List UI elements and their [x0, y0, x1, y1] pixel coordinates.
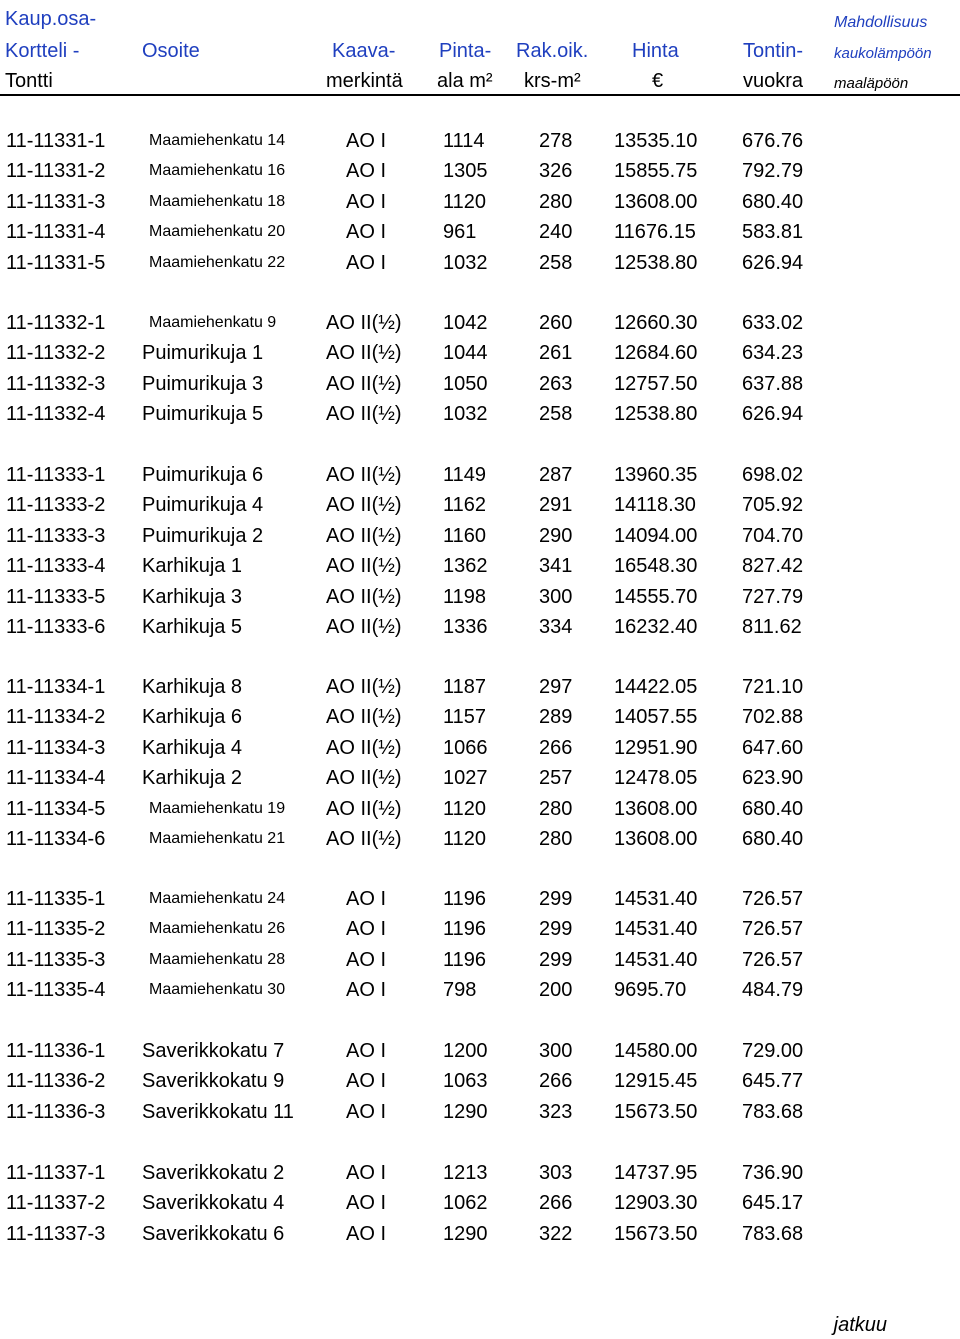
cell-building-right: 326 [539, 160, 573, 183]
cell-address: Puimurikuja 6 [142, 464, 264, 486]
table-row [0, 975, 960, 1005]
cell-plot-id: 11-11333-3 [6, 524, 106, 547]
cell-rent: 736.90 [742, 1162, 804, 1184]
table-row [0, 1066, 960, 1096]
header-merkinta: merkintä [326, 70, 403, 92]
cell-rent: 484.79 [742, 979, 804, 1002]
cell-rent: 783.68 [742, 1100, 804, 1123]
cell-address: Saverikkokatu 6 [142, 1222, 285, 1245]
cell-zoning: AO I [346, 221, 387, 244]
header-mahdollisuus: Mahdollisuus [834, 14, 928, 31]
cell-plot-id: 11-11335-2 [6, 918, 106, 941]
cell-address: Karhikuja 5 [142, 615, 243, 638]
cell-building-right: 297 [539, 676, 573, 698]
cell-building-right: 200 [539, 979, 573, 1002]
cell-rent: 811.62 [742, 615, 802, 638]
cell-address: Maamiehenkatu 14 [149, 132, 286, 149]
cell-plot-id: 11-11333-6 [6, 615, 106, 638]
cell-zoning: AO II(½) [326, 372, 402, 395]
cell-rent: 827.42 [742, 555, 804, 578]
cell-plot-id: 11-11332-3 [6, 372, 106, 395]
cell-plot-id: 11-11333-2 [6, 494, 106, 517]
cell-zoning: AO II(½) [326, 555, 402, 578]
cell-rent: 680.40 [742, 797, 804, 820]
cell-address: Saverikkokatu 9 [142, 1070, 285, 1093]
cell-rent: 726.57 [742, 888, 804, 910]
header-maalampo: maaläpöön [834, 75, 909, 92]
cell-rent: 726.57 [742, 918, 804, 941]
cell-building-right: 261 [539, 342, 573, 365]
cell-building-right: 278 [539, 130, 573, 152]
cell-rent: 626.94 [742, 403, 804, 426]
cell-price: 13960.35 [614, 464, 698, 486]
cell-plot-id: 11-11333-5 [6, 585, 106, 608]
cell-area: 1290 [443, 1100, 488, 1123]
cell-area: 1196 [443, 918, 487, 941]
cell-plot-id: 11-11331-3 [6, 190, 106, 213]
cell-area: 1027 [443, 767, 488, 790]
cell-plot-id: 11-11336-3 [6, 1100, 106, 1123]
table-row [0, 1219, 960, 1249]
cell-zoning: AO II(½) [326, 585, 402, 608]
cell-plot-id: 11-11337-3 [6, 1222, 106, 1245]
cell-price: 14422.05 [614, 676, 698, 698]
cell-area: 1114 [443, 130, 485, 152]
cell-price: 15673.50 [614, 1222, 698, 1245]
cell-price: 14737.95 [614, 1162, 698, 1184]
cell-address: Maamiehenkatu 30 [149, 981, 286, 999]
cell-building-right: 322 [539, 1222, 573, 1245]
cell-building-right: 258 [539, 251, 573, 274]
cell-building-right: 323 [539, 1100, 573, 1123]
cell-area: 1062 [443, 1192, 488, 1215]
cell-address: Karhikuja 3 [142, 585, 243, 608]
cell-price: 14531.40 [614, 948, 698, 971]
cell-area: 1196 [443, 888, 487, 910]
cell-price: 14531.40 [614, 918, 698, 941]
cell-zoning: AO I [346, 1100, 387, 1123]
cell-price: 13608.00 [614, 827, 698, 850]
cell-address: Maamiehenkatu 19 [149, 799, 286, 817]
cell-building-right: 287 [539, 464, 573, 486]
cell-plot-id: 11-11334-1 [6, 676, 106, 698]
cell-zoning: AO II(½) [326, 312, 402, 334]
cell-plot-id: 11-11332-2 [6, 342, 106, 365]
cell-area: 1032 [443, 251, 488, 274]
table-row [0, 733, 960, 763]
cell-plot-id: 11-11337-2 [6, 1192, 106, 1215]
cell-area: 1336 [443, 615, 488, 638]
cell-area: 798 [443, 979, 477, 1002]
header-kaava: Kaava- [332, 40, 396, 62]
cell-address: Saverikkokatu 7 [142, 1040, 285, 1062]
header-tontti: Tontti [5, 70, 53, 92]
cell-zoning: AO I [346, 1222, 387, 1245]
cell-price: 12538.80 [614, 251, 698, 274]
cell-zoning: AO II(½) [326, 464, 402, 486]
cell-rent: 634.23 [742, 342, 804, 365]
cell-building-right: 266 [539, 1192, 573, 1215]
cell-area: 1196 [443, 948, 487, 971]
header-vuokra: vuokra [743, 70, 804, 92]
table-row [0, 1097, 960, 1127]
cell-area: 1160 [443, 524, 487, 547]
cell-zoning: AO II(½) [326, 494, 402, 517]
cell-building-right: 240 [539, 221, 573, 244]
cell-address: Maamiehenkatu 28 [149, 950, 286, 968]
cell-plot-id: 11-11331-4 [6, 221, 106, 244]
table-row [0, 248, 960, 278]
cell-building-right: 334 [539, 615, 573, 638]
cell-rent: 729.00 [742, 1040, 804, 1062]
cell-zoning: AO II(½) [326, 827, 402, 850]
table-row [0, 217, 960, 247]
table-row [0, 884, 960, 914]
cell-building-right: 299 [539, 888, 573, 910]
cell-plot-id: 11-11337-1 [6, 1162, 106, 1184]
cell-zoning: AO I [346, 251, 387, 274]
cell-address: Karhikuja 1 [142, 555, 243, 578]
cell-address: Puimurikuja 1 [142, 342, 264, 365]
cell-plot-id: 11-11333-1 [6, 464, 106, 486]
cell-area: 1305 [443, 160, 488, 183]
cell-building-right: 257 [539, 767, 573, 790]
cell-price: 16548.30 [614, 555, 698, 578]
cell-area: 1213 [443, 1162, 488, 1184]
table-row [0, 824, 960, 854]
table-row [0, 763, 960, 793]
cell-plot-id: 11-11336-2 [6, 1070, 106, 1093]
cell-rent: 680.40 [742, 827, 804, 850]
header-divider [0, 94, 960, 96]
cell-zoning: AO II(½) [326, 797, 402, 820]
cell-address: Puimurikuja 2 [142, 524, 264, 547]
cell-address: Puimurikuja 5 [142, 403, 264, 426]
cell-zoning: AO I [346, 1162, 387, 1184]
cell-address: Saverikkokatu 4 [142, 1192, 285, 1215]
cell-area: 1032 [443, 403, 488, 426]
cell-rent: 783.68 [742, 1222, 804, 1245]
cell-zoning: AO I [346, 1192, 387, 1215]
cell-building-right: 263 [539, 372, 573, 395]
table-row [0, 338, 960, 368]
cell-rent: 626.94 [742, 251, 804, 274]
cell-address: Maamiehenkatu 9 [149, 314, 277, 331]
cell-area: 961 [443, 221, 477, 244]
cell-price: 11676.15 [614, 221, 696, 244]
cell-address: Karhikuja 8 [142, 676, 243, 698]
table-row [0, 1158, 960, 1188]
cell-plot-id: 11-11334-5 [6, 797, 106, 820]
cell-zoning: AO I [346, 130, 387, 152]
cell-zoning: AO I [346, 948, 387, 971]
cell-area: 1200 [443, 1040, 488, 1062]
cell-building-right: 258 [539, 403, 573, 426]
cell-address: Puimurikuja 3 [142, 372, 264, 395]
cell-rent: 645.17 [742, 1192, 804, 1215]
cell-price: 12951.90 [614, 736, 698, 759]
cell-price: 14531.40 [614, 888, 698, 910]
cell-rent: 645.77 [742, 1070, 804, 1093]
block-group [0, 308, 960, 430]
block-group [0, 884, 960, 1006]
cell-address: Maamiehenkatu 21 [149, 829, 286, 847]
table-row [0, 612, 960, 642]
cell-address: Maamiehenkatu 22 [149, 253, 286, 271]
cell-building-right: 341 [539, 555, 573, 578]
cell-price: 12915.45 [614, 1070, 698, 1093]
cell-building-right: 280 [539, 827, 573, 850]
cell-price: 12538.80 [614, 403, 698, 426]
cell-area: 1120 [443, 827, 487, 850]
cell-plot-id: 11-11336-1 [6, 1040, 106, 1062]
cell-price: 14094.00 [614, 524, 698, 547]
cell-zoning: AO II(½) [326, 767, 402, 790]
cell-plot-id: 11-11334-6 [6, 827, 106, 850]
table-row [0, 187, 960, 217]
cell-zoning: AO II(½) [326, 736, 402, 759]
cell-price: 14555.70 [614, 585, 698, 608]
header-euro: € [652, 70, 664, 92]
cell-area: 1290 [443, 1222, 488, 1245]
cell-zoning: AO II(½) [326, 676, 402, 698]
cell-address: Maamiehenkatu 24 [149, 890, 286, 907]
table-row [0, 582, 960, 612]
cell-rent: 705.92 [742, 494, 804, 517]
cell-plot-id: 11-11332-1 [6, 312, 106, 334]
cell-zoning: AO II(½) [326, 524, 402, 547]
cell-plot-id: 11-11331-1 [6, 130, 106, 152]
table-row [0, 126, 960, 156]
table-row [0, 308, 960, 338]
cell-area: 1063 [443, 1070, 488, 1093]
cell-address: Karhikuja 6 [142, 706, 243, 729]
table-row [0, 1188, 960, 1218]
block-group [0, 672, 960, 854]
cell-area: 1149 [443, 464, 487, 486]
cell-address: Puimurikuja 4 [142, 494, 264, 517]
cell-zoning: AO II(½) [326, 615, 402, 638]
cell-area: 1044 [443, 342, 488, 365]
cell-price: 15673.50 [614, 1100, 698, 1123]
cell-zoning: AO I [346, 979, 387, 1002]
table-row [0, 369, 960, 399]
cell-rent: 727.79 [742, 585, 804, 608]
header-kaupunginosa: Kaup.osa- [5, 8, 97, 30]
header-tontin: Tontin- [743, 40, 804, 62]
cell-address: Saverikkokatu 11 [142, 1100, 294, 1123]
cell-address: Maamiehenkatu 16 [149, 162, 286, 180]
cell-building-right: 299 [539, 918, 573, 941]
table-row [0, 794, 960, 824]
cell-price: 14057.55 [614, 706, 698, 729]
cell-rent: 676.76 [742, 130, 804, 152]
cell-area: 1198 [443, 585, 487, 608]
cell-price: 12660.30 [614, 312, 698, 334]
header-kaukolampo: kaukolämpöön [834, 45, 932, 62]
cell-zoning: AO I [346, 1040, 387, 1062]
cell-rent: 704.70 [742, 524, 804, 547]
table-header [0, 0, 960, 96]
cell-area: 1362 [443, 555, 488, 578]
cell-building-right: 266 [539, 736, 573, 759]
cell-building-right: 291 [539, 494, 573, 517]
cell-plot-id: 11-11334-3 [6, 736, 106, 759]
cell-building-right: 266 [539, 1070, 573, 1093]
block-group [0, 460, 960, 642]
cell-rent: 680.40 [742, 190, 804, 213]
table-row [0, 945, 960, 975]
cell-price: 12903.30 [614, 1192, 698, 1215]
block-group [0, 126, 960, 278]
cell-area: 1066 [443, 736, 488, 759]
cell-building-right: 299 [539, 948, 573, 971]
cell-building-right: 300 [539, 1040, 573, 1062]
cell-address: Karhikuja 4 [142, 736, 243, 759]
cell-rent: 583.81 [742, 221, 804, 244]
cell-plot-id: 11-11331-2 [6, 160, 106, 183]
cell-address: Saverikkokatu 2 [142, 1162, 285, 1184]
cell-rent: 647.60 [742, 736, 804, 759]
cell-area: 1050 [443, 372, 488, 395]
cell-price: 16232.40 [614, 615, 698, 638]
cell-address: Karhikuja 2 [142, 767, 243, 790]
block-group [0, 1036, 960, 1127]
cell-rent: 721.10 [742, 676, 804, 698]
header-kortteli: Kortteli - [5, 40, 80, 62]
cell-address: Maamiehenkatu 20 [149, 223, 286, 241]
header-hinta: Hinta [632, 40, 679, 62]
table-row [0, 914, 960, 944]
cell-building-right: 280 [539, 190, 573, 213]
cell-rent: 726.57 [742, 948, 804, 971]
cell-area: 1120 [443, 190, 487, 213]
cell-address: Maamiehenkatu 26 [149, 920, 286, 938]
cell-area: 1162 [443, 494, 487, 517]
continues-label: jatkuu [833, 1314, 887, 1336]
header-osoite: Osoite [142, 40, 200, 62]
header-rakoik: Rak.oik. [516, 40, 589, 62]
cell-building-right: 280 [539, 797, 573, 820]
cell-plot-id: 11-11331-5 [6, 251, 106, 274]
cell-plot-id: 11-11335-1 [6, 888, 106, 910]
table-row [0, 460, 960, 490]
cell-plot-id: 11-11334-2 [6, 706, 106, 729]
cell-rent: 633.02 [742, 312, 804, 334]
cell-zoning: AO II(½) [326, 403, 402, 426]
cell-rent: 698.02 [742, 464, 804, 486]
table-row [0, 156, 960, 186]
cell-price: 12684.60 [614, 342, 698, 365]
cell-building-right: 290 [539, 524, 573, 547]
cell-rent: 637.88 [742, 372, 804, 395]
cell-plot-id: 11-11335-3 [6, 948, 106, 971]
cell-rent: 702.88 [742, 706, 804, 729]
cell-zoning: AO I [346, 190, 387, 213]
cell-zoning: AO I [346, 1070, 387, 1093]
cell-price: 14580.00 [614, 1040, 698, 1062]
cell-zoning: AO I [346, 918, 387, 941]
table-row [0, 521, 960, 551]
cell-price: 9695.70 [614, 979, 687, 1002]
cell-area: 1187 [443, 676, 487, 698]
cell-zoning: AO II(½) [326, 342, 402, 365]
cell-price: 13608.00 [614, 190, 698, 213]
cell-building-right: 300 [539, 585, 573, 608]
cell-price: 14118.30 [614, 494, 696, 517]
header-krs: krs-m² [524, 70, 581, 92]
cell-area: 1157 [443, 706, 487, 729]
cell-zoning: AO I [346, 160, 387, 183]
table-row [0, 672, 960, 702]
cell-plot-id: 11-11333-4 [6, 555, 106, 578]
cell-building-right: 260 [539, 312, 573, 334]
table-row [0, 490, 960, 520]
table-row [0, 702, 960, 732]
cell-address: Maamiehenkatu 18 [149, 192, 286, 210]
cell-price: 13608.00 [614, 797, 698, 820]
cell-plot-id: 11-11332-4 [6, 403, 106, 426]
cell-rent: 792.79 [742, 160, 804, 183]
block-group [0, 1158, 960, 1249]
cell-area: 1120 [443, 797, 487, 820]
cell-zoning: AO II(½) [326, 706, 402, 729]
table-row [0, 551, 960, 581]
cell-plot-id: 11-11335-4 [6, 979, 106, 1002]
table-row [0, 399, 960, 429]
cell-price: 15855.75 [614, 160, 698, 183]
cell-price: 12478.05 [614, 767, 698, 790]
cell-price: 12757.50 [614, 372, 698, 395]
cell-area: 1042 [443, 312, 488, 334]
cell-building-right: 289 [539, 706, 573, 729]
table-row [0, 1036, 960, 1066]
header-pinta: Pinta- [439, 40, 492, 62]
cell-rent: 623.90 [742, 767, 804, 790]
cell-building-right: 303 [539, 1162, 573, 1184]
header-ala: ala m² [437, 70, 493, 92]
cell-zoning: AO I [346, 888, 387, 910]
cell-price: 13535.10 [614, 130, 698, 152]
cell-plot-id: 11-11334-4 [6, 767, 106, 790]
